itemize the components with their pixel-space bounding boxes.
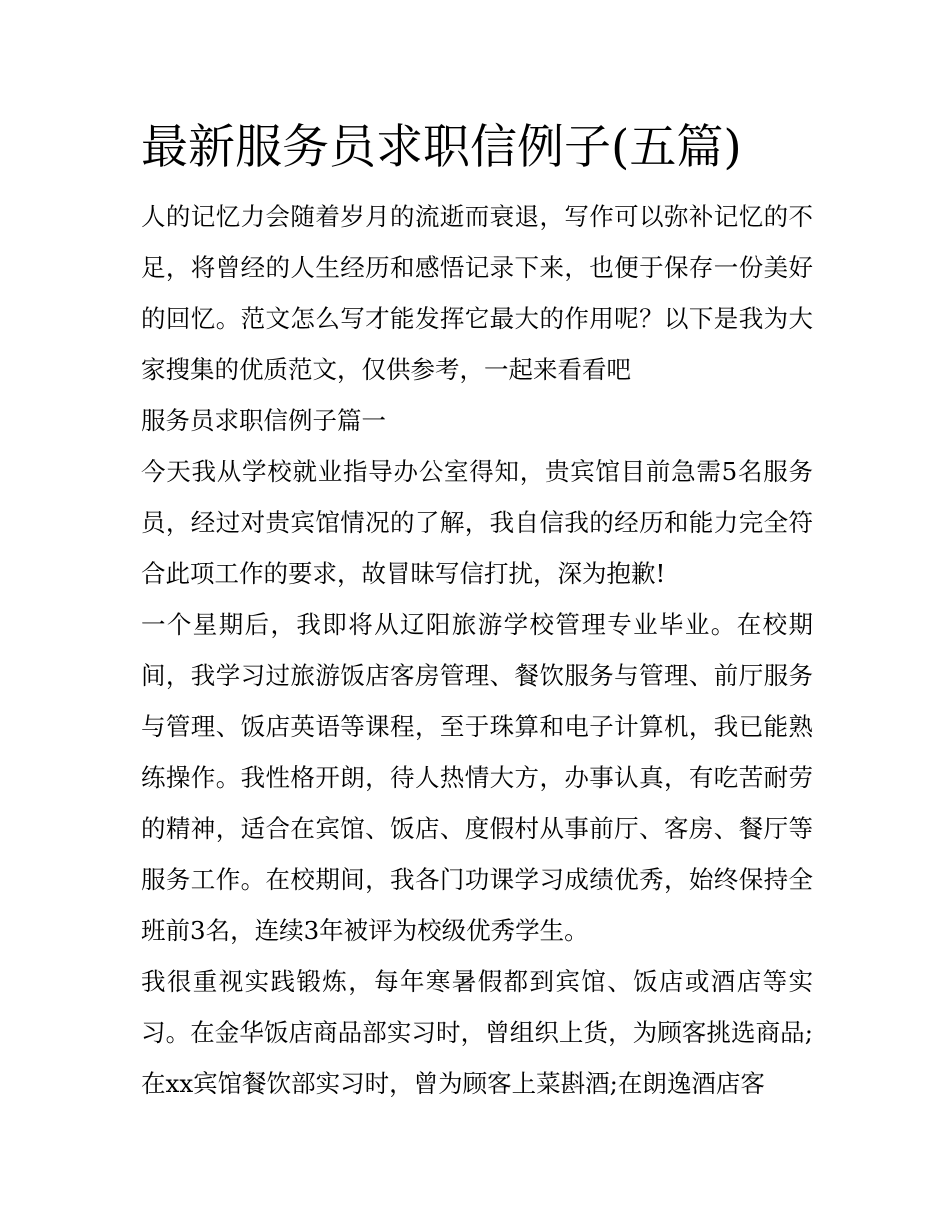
document-body: [141, 118, 813, 1109]
body-paragraph-2: 一个星期后，我即将从辽阳旅游学校管理专业毕业。在校期间，我学习过旅游饭店客房管理、餐饮服务与管理、前厅服务与管理、饭店英语等课程，至于珠算和电子计算机，我已能熟练操作。我性格开朗，待人热情大方，办事认真，有吃苦耐劳的精神，适合在宾馆、饭店、度假村从事前厅、客房、餐厅等服务工作。在校期间，我各门功课学习成绩优秀，始终保持全班前3名，连续3年被评为校级优秀学生。: [141, 610, 813, 945]
section-heading: 服务员求职信例子篇一: [141, 406, 386, 435]
intro-paragraph: 人的记忆力会随着岁月的流逝而衰退，写作可以弥补记忆的不足，将曾经的人生经历和感悟记录下来，也便于保存一份美好的回忆。范文怎么写才能发挥它最大的作用呢？以下是我为大家搜集的优质范文，仅供参考，一起来看看吧: [141, 202, 813, 384]
body-paragraph-1: 今天我从学校就业指导办公室得知，贵宾馆目前急需5名服务员，经过对贵宾馆情况的了解，我自信我的经历和能力完全符合此项工作的要求，故冒昧写信打扰，深为抱歉!: [141, 457, 813, 588]
body-paragraph-3: 我很重视实践锻炼，每年寒暑假都到宾馆、饭店或酒店等实习。在金华饭店商品部实习时，曾组织上货，为顾客挑选商品;在xx宾馆餐饮部实习时，曾为顾客上菜斟酒;在朗逸酒店客: [141, 967, 813, 1098]
document-title: 最新服务员求职信例子(五篇): [141, 120, 742, 175]
